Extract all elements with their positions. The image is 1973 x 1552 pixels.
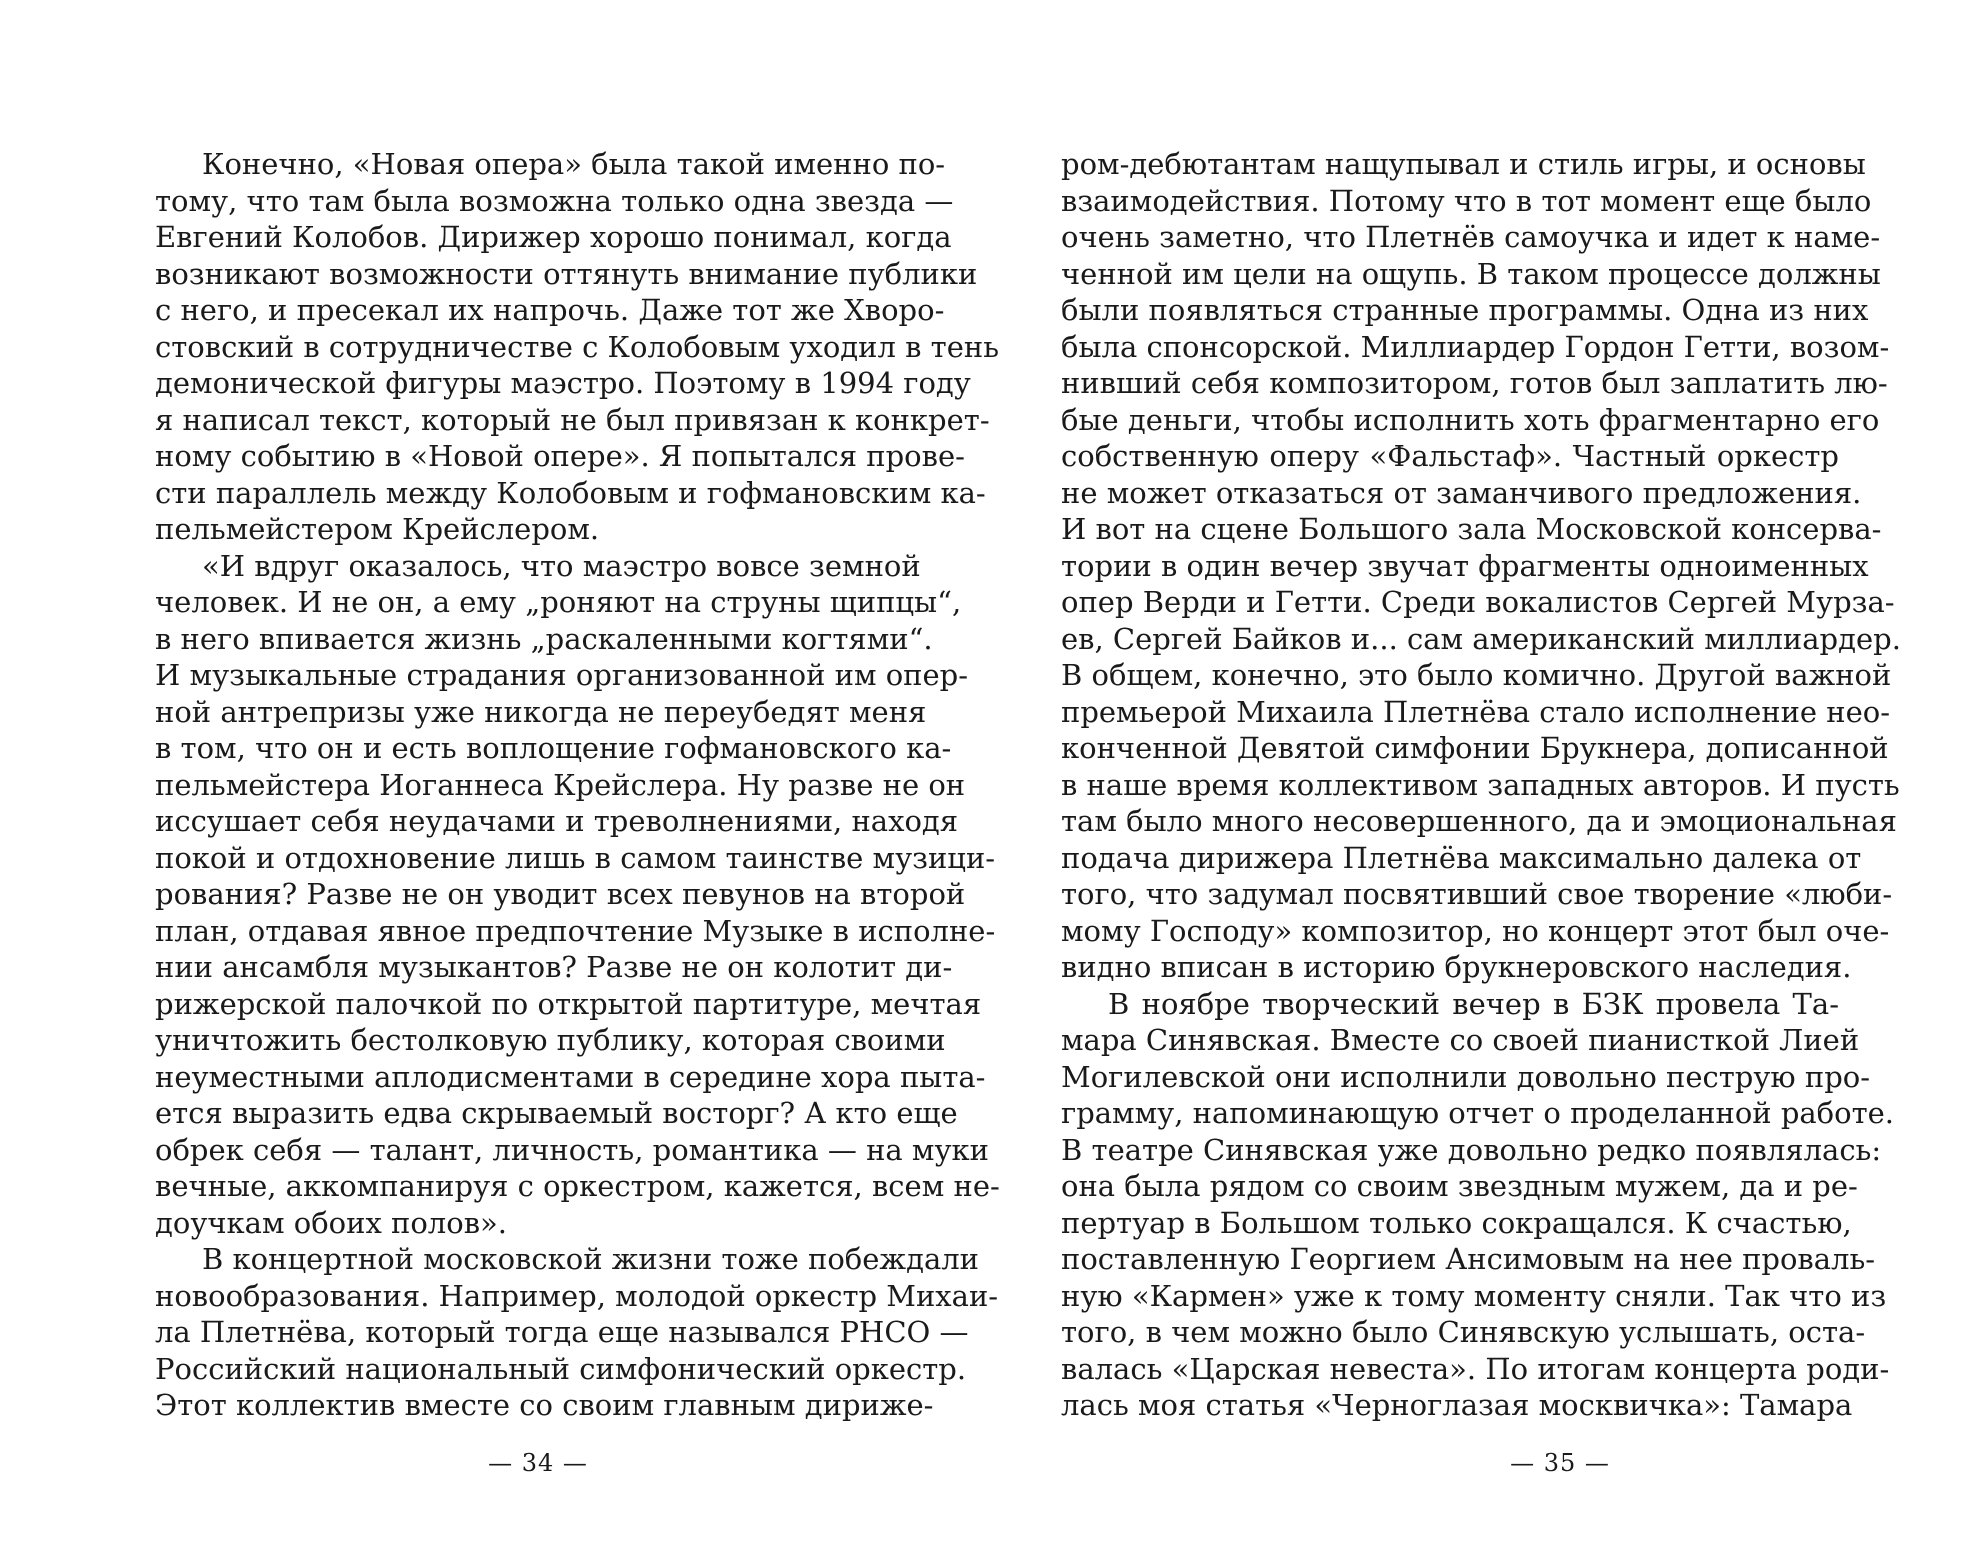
text-line: доучкам обоих полов». bbox=[155, 1205, 507, 1240]
text-line: ную «Кармен» уже к тому моменту сняли. Так что из bbox=[1061, 1278, 1887, 1313]
text-line: В театре Синявская уже довольно редко появлялась: bbox=[1061, 1132, 1882, 1167]
text-line: не может отказаться от заманчивого предложения. bbox=[1061, 475, 1862, 510]
right-page bbox=[986, 0, 1973, 1552]
text-line: в него впивается жизнь „раскаленными когтями“. bbox=[155, 621, 933, 656]
text-line: были появляться странные программы. Одна из них bbox=[1061, 293, 1869, 327]
text-line: конченной Девятой симфонии Брукнера, дописанной bbox=[1061, 731, 1889, 765]
text-line: Могилевской они исполнили довольно пеструю про- bbox=[1061, 1059, 1871, 1094]
text-line: ченной им цели на ощупь. В таком процессе должны bbox=[1061, 256, 1881, 291]
text-line: пельмейстера Иоганнеса Крейслера. Ну разве не он bbox=[155, 767, 966, 802]
text-line: пертуар в Большом только сокращался. К счастью, bbox=[1061, 1205, 1852, 1240]
text-line: демонической фигуры маэстро. Поэтому в 1994 году bbox=[155, 366, 971, 400]
text-line: в том, что он и есть воплощение гофмановского ка- bbox=[155, 731, 952, 765]
text-line: неуместными аплодисментами в середине хора пыта- bbox=[155, 1059, 986, 1094]
text-line: с него, и пресекал их напрочь. Даже тот же Хворо- bbox=[155, 293, 945, 327]
text-line: ется выразить едва скрываемый восторг? А кто еще bbox=[155, 1096, 958, 1130]
text-line: премьерой Михаила Плетнёва стало исполнение нео- bbox=[1061, 694, 1891, 729]
text-line: В концертной московской жизни тоже побеждали bbox=[202, 1242, 979, 1276]
text-line: ла Плетнёва, который тогда еще назывался РНСО — bbox=[155, 1315, 969, 1349]
text-line: новообразования. Например, молодой оркестр Михаи- bbox=[155, 1278, 999, 1313]
text-line: была спонсорской. Миллиардер Гордон Гетти, возом- bbox=[1061, 329, 1890, 364]
text-line: «И вдруг оказалось, что маэстро вовсе земной bbox=[202, 548, 921, 583]
text-line: Российский национальный симфонический оркестр. bbox=[155, 1351, 967, 1386]
text-line: подача дирижера Плетнёва максимально далека от bbox=[1061, 840, 1862, 875]
text-line: В ноябре творческий вечер в БЗК провела Та- bbox=[1108, 986, 1839, 1021]
text-line: Этот коллектив вместе со своим главным дириже- bbox=[155, 1388, 934, 1422]
text-line: нивший себя композитором, готов был заплатить лю- bbox=[1061, 366, 1888, 400]
text-line: покой и отдохновение лишь в самом таинстве музици- bbox=[155, 840, 996, 875]
right-page-number: — 35 — bbox=[1510, 1449, 1610, 1477]
text-line: сти параллель между Колобовым и гофмановским ка- bbox=[155, 475, 986, 510]
text-line: бые деньги, чтобы исполнить хоть фрагментарно его bbox=[1061, 402, 1880, 437]
text-line: Конечно, «Новая опера» была такой именно по- bbox=[202, 147, 946, 181]
text-line: того, что задумал посвятивший свое творение «люби- bbox=[1061, 877, 1893, 911]
text-line: иссушает себя неудачами и треволнениями, находя bbox=[155, 804, 959, 838]
text-line: пельмейстером Крейслером. bbox=[155, 512, 600, 546]
text-line: очень заметно, что Плетнёв самоучка и идет к наме- bbox=[1061, 220, 1881, 254]
text-line: тому, что там была возможна только одна звезда — bbox=[155, 183, 954, 218]
left-page-text bbox=[155, 146, 1000, 1424]
text-line: взаимодействия. Потому что в тот момент еще было bbox=[1061, 183, 1872, 218]
text-line: нии ансамбля музыкантов? Разве не он колотит ди- bbox=[155, 950, 953, 984]
text-line: видно вписан в историю брукнеровского наследия. bbox=[1061, 950, 1852, 984]
text-line: И музыкальные страдания организованной им опер- bbox=[155, 658, 969, 692]
text-line: в наше время коллективом западных авторов. И пусть bbox=[1061, 767, 1900, 802]
text-line: того, в чем можно было Синявскую услышать, оста- bbox=[1061, 1315, 1866, 1349]
text-line: рования? Разве не он уводит всех певунов на второй bbox=[155, 877, 966, 911]
text-line: вечные, аккомпанируя с оркестром, кажется, всем не- bbox=[155, 1169, 1000, 1203]
text-line: ному событию в «Новой опере». Я попытался прове- bbox=[155, 439, 965, 473]
text-line: собственную оперу «Фальстаф». Частный оркестр bbox=[1061, 439, 1839, 473]
text-line: ной антрепризы уже никогда не переубедят меня bbox=[155, 694, 927, 729]
text-line: И вот на сцене Большого зала Московской консерва- bbox=[1061, 512, 1882, 546]
text-line: ев, Сергей Байков и... сам американский миллиардер. bbox=[1061, 621, 1901, 656]
text-line: рижерской палочкой по открытой партитуре, мечтая bbox=[155, 986, 982, 1021]
text-line: валась «Царская невеста». По итогам концерта роди- bbox=[1061, 1351, 1890, 1386]
text-line: она была рядом со своим звездным мужем, да и ре- bbox=[1061, 1169, 1858, 1203]
text-line: тории в один вечер звучат фрагменты одноименных bbox=[1061, 548, 1869, 583]
text-line: Евгений Колобов. Дирижер хорошо понимал, когда bbox=[155, 220, 952, 254]
text-line: опер Верди и Гетти. Среди вокалистов Сергей Мурза- bbox=[1061, 585, 1895, 619]
text-line: обрек себя — талант, личность, романтика — на муки bbox=[155, 1132, 989, 1167]
text-line: уничтожить бестолковую публику, которая своими bbox=[155, 1023, 946, 1057]
text-line: лась моя статья «Черноглазая москвичка»: Тамара bbox=[1061, 1388, 1853, 1422]
text-line: человек. И не он, а ему „роняют на струны щипцы“, bbox=[155, 585, 962, 619]
text-line: поставленную Георгием Ансимовым на нее проваль- bbox=[1061, 1242, 1876, 1276]
text-line: я написал текст, который не был привязан к конкрет- bbox=[155, 402, 990, 437]
text-line: возникают возможности оттянуть внимание публики bbox=[155, 256, 978, 291]
left-page-number: — 34 — bbox=[488, 1449, 588, 1477]
text-line: грамму, напоминающую отчет о проделанной работе. bbox=[1061, 1096, 1895, 1130]
text-line: мара Синявская. Вместе со своей пианисткой Лией bbox=[1061, 1023, 1860, 1057]
right-page-text bbox=[1061, 146, 1901, 1424]
text-line: там было много несовершенного, да и эмоциональная bbox=[1061, 804, 1897, 838]
text-line: стовский в сотрудничестве с Колобовым уходил в тень bbox=[155, 329, 999, 364]
text-line: В общем, конечно, это было комично. Другой важной bbox=[1061, 658, 1892, 692]
text-line: мому Господу» композитор, но концерт этот был оче- bbox=[1061, 913, 1890, 948]
text-line: план, отдавая явное предпочтение Музыке в исполне- bbox=[155, 913, 996, 948]
text-line: ром-дебютантам нащупывал и стиль игры, и основы bbox=[1061, 147, 1866, 181]
